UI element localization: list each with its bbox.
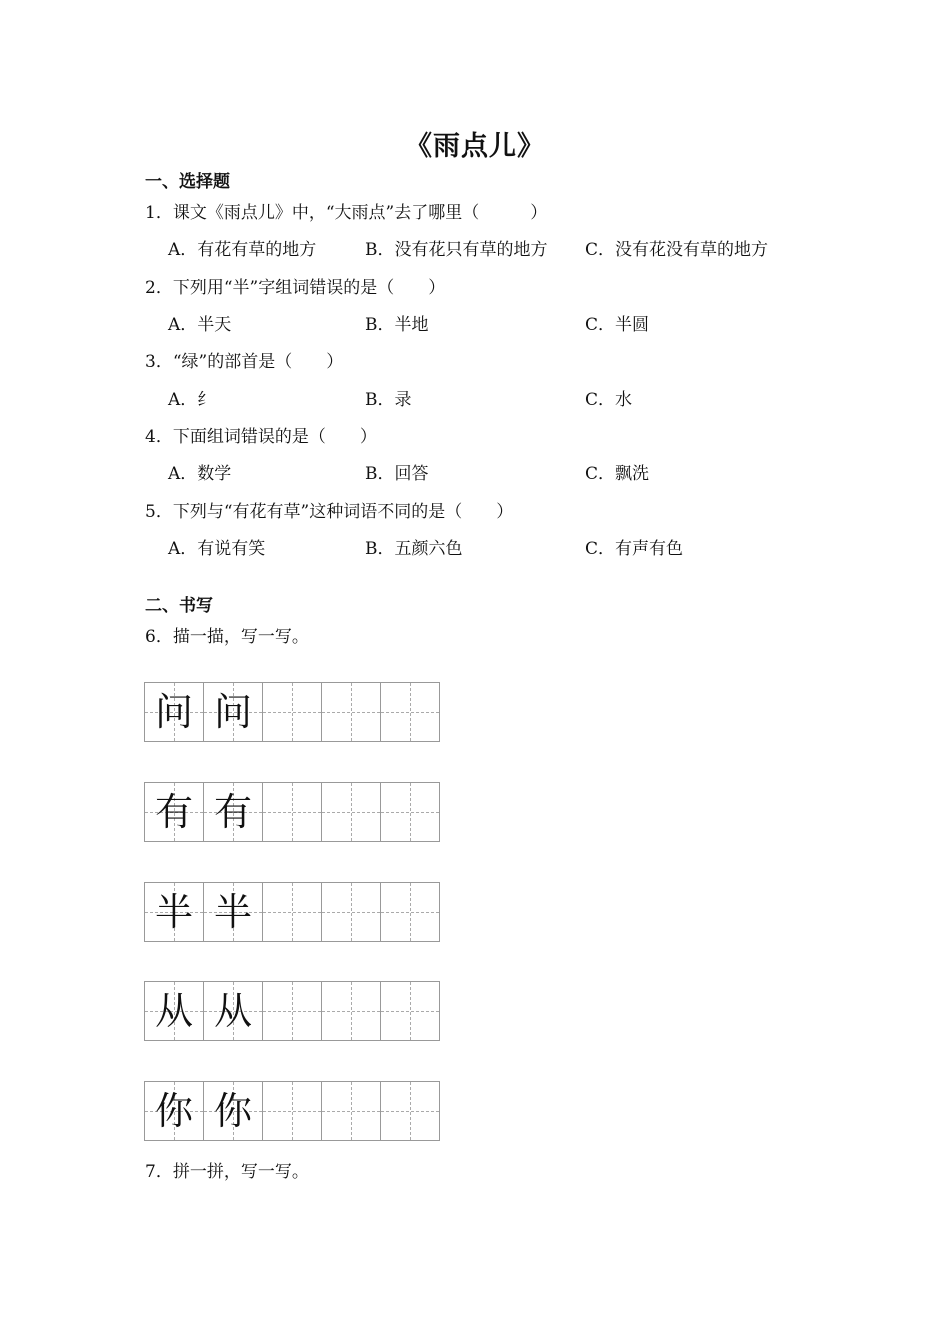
model-character: 半	[154, 890, 193, 934]
q5-option-b: B．五颜六色	[365, 539, 463, 559]
question-5: 5．下列与“有花有草”这种词语不同的是（ ）	[145, 502, 514, 522]
q2-option-b: B．半地	[365, 315, 429, 335]
model-character: 问	[154, 690, 193, 734]
q5-option-c: C．有声有色	[585, 539, 684, 559]
q4-option-a: A．数学	[168, 464, 232, 484]
model-character: 你	[213, 1089, 252, 1133]
model-character: 从	[154, 989, 193, 1033]
writing-cell	[144, 682, 204, 742]
writing-cell	[321, 1081, 381, 1141]
writing-grid-row-2	[144, 782, 439, 842]
model-character: 问	[213, 690, 252, 734]
writing-cell	[262, 682, 322, 742]
q2-option-c: C．半圆	[585, 315, 650, 335]
model-character: 你	[154, 1089, 193, 1133]
q3-option-a: A．纟	[168, 390, 215, 410]
q2-option-a: A．半天	[168, 315, 232, 335]
q3-option-b: B．录	[365, 390, 412, 410]
q4-option-b: B．回答	[365, 464, 429, 484]
writing-cell	[380, 981, 440, 1041]
writing-cell	[321, 782, 381, 842]
writing-cell	[144, 1081, 204, 1141]
model-character: 半	[213, 890, 252, 934]
writing-cell	[144, 782, 204, 842]
writing-cell	[321, 882, 381, 942]
question-6: 6．描一描，写一写。	[145, 627, 309, 647]
writing-cell	[144, 882, 204, 942]
writing-grid-row-4	[144, 981, 439, 1041]
question-2: 2．下列用“半”字组词错误的是（ ）	[145, 278, 446, 298]
q1-option-c: C．没有花没有草的地方	[585, 240, 769, 260]
question-7: 7．拼一拼，写一写。	[145, 1162, 309, 1182]
writing-cell	[262, 782, 322, 842]
writing-cell	[203, 782, 263, 842]
writing-cell	[262, 1081, 322, 1141]
writing-cell	[380, 882, 440, 942]
q1-option-a: A．有花有草的地方	[168, 240, 317, 260]
writing-cell	[144, 981, 204, 1041]
writing-cell	[203, 981, 263, 1041]
writing-cell	[380, 1081, 440, 1141]
writing-cell	[262, 882, 322, 942]
question-3: 3．“绿”的部首是（ ）	[145, 352, 344, 372]
writing-grid-row-5	[144, 1081, 439, 1141]
question-4: 4．下面组词错误的是（ ）	[145, 427, 377, 447]
writing-cell	[262, 981, 322, 1041]
writing-cell	[321, 682, 381, 742]
writing-grid-row-1	[144, 682, 439, 742]
writing-cell	[380, 682, 440, 742]
section-heading-choice: 一、选择题	[145, 172, 230, 192]
section-heading-writing: 二、书写	[145, 596, 213, 616]
question-1: 1．课文《雨点儿》中，“大雨点”去了哪里（ ）	[145, 203, 548, 223]
model-character: 有	[154, 790, 193, 834]
writing-cell	[203, 882, 263, 942]
writing-grid-row-3	[144, 882, 439, 942]
writing-cell	[321, 981, 381, 1041]
q1-option-b: B．没有花只有草的地方	[365, 240, 548, 260]
page-title: 《雨点儿》	[405, 131, 545, 162]
writing-cell	[203, 682, 263, 742]
writing-cell	[203, 1081, 263, 1141]
q3-option-c: C．水	[585, 390, 633, 410]
model-character: 有	[213, 790, 252, 834]
q4-option-c: C．飘洗	[585, 464, 650, 484]
model-character: 从	[213, 989, 252, 1033]
writing-cell	[380, 782, 440, 842]
q5-option-a: A．有说有笑	[168, 539, 266, 559]
